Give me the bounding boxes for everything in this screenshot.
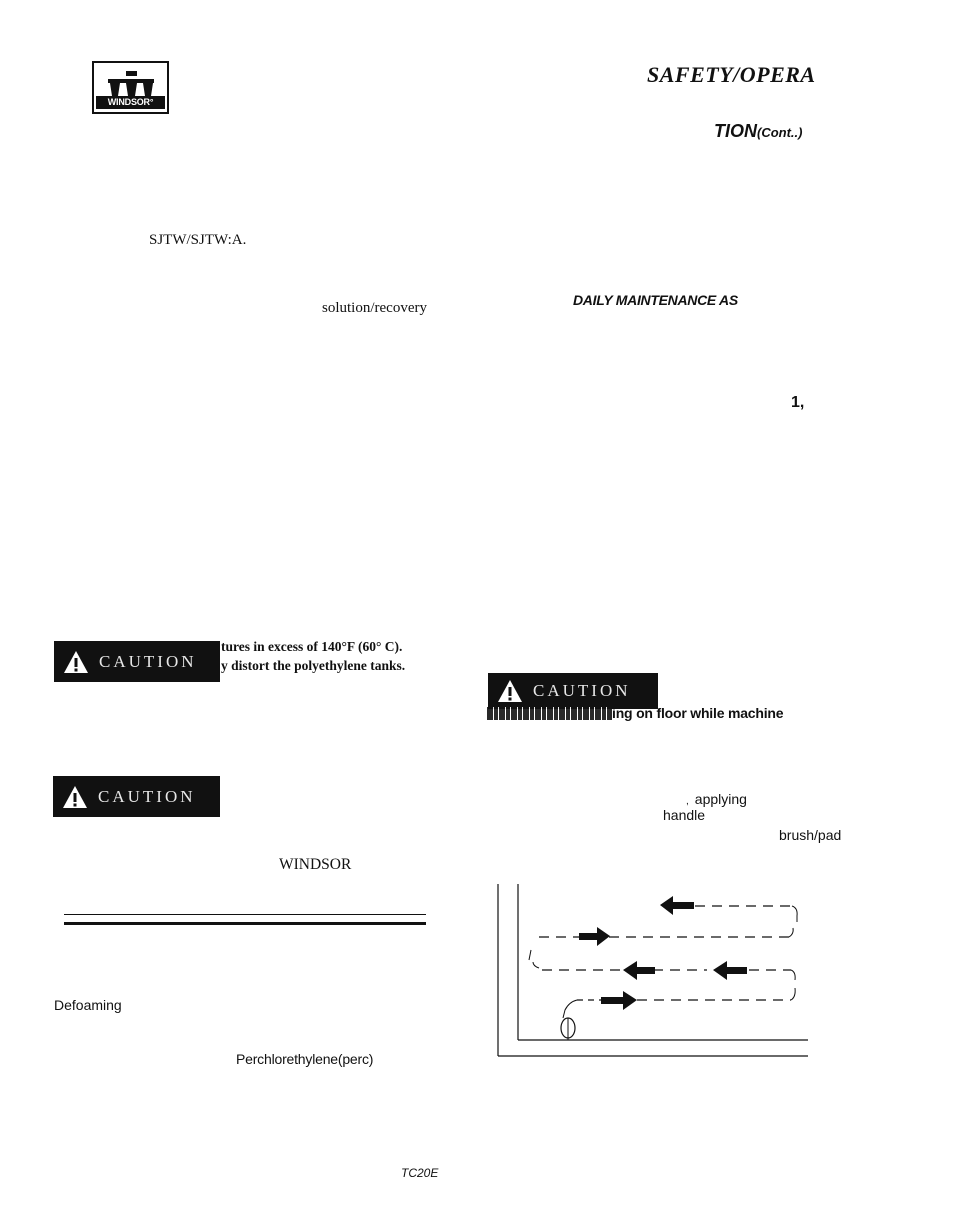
arrow-right-icon bbox=[601, 991, 637, 1010]
cord-type-text: SJTW/SJTW:A. bbox=[149, 232, 247, 248]
page-title-continuation: TION(Cont..) bbox=[714, 121, 803, 141]
step-number: 1, bbox=[791, 394, 805, 411]
caution-1-line-2: y distort the polyethylene tanks. bbox=[221, 658, 406, 673]
brand-text: WINDSOR bbox=[279, 856, 352, 873]
warning-triangle-icon bbox=[62, 785, 88, 809]
page-title: SAFETY/OPERA bbox=[647, 62, 816, 87]
perc-text: Perchlorethylene(perc) bbox=[236, 1051, 374, 1067]
arrow-left-icon bbox=[623, 961, 655, 980]
arrow-left-icon bbox=[660, 896, 694, 915]
applying-text: , applying bbox=[686, 791, 747, 807]
machine-start-icon bbox=[561, 1018, 575, 1040]
arrow-left-icon bbox=[713, 961, 747, 980]
windsor-logo-icon bbox=[104, 71, 158, 97]
caution-label: CAUTION bbox=[99, 651, 197, 671]
caution-label: CAUTION bbox=[533, 681, 631, 700]
daily-maintenance-heading: DAILY MAINTENANCE AS bbox=[573, 292, 738, 308]
obscured-text-smudge bbox=[487, 707, 612, 720]
warning-triangle-icon bbox=[63, 650, 89, 674]
caution-banner-left-lower bbox=[53, 776, 220, 817]
defoaming-text: Defoaming bbox=[54, 997, 122, 1013]
model-number: TC20E bbox=[401, 1166, 439, 1180]
caution-banner-temperature bbox=[54, 641, 220, 682]
windsor-logo bbox=[92, 61, 169, 114]
scrubbing-path-diagram bbox=[497, 884, 809, 1059]
caution-banner-brush bbox=[488, 673, 658, 709]
tank-type-text: solution/recovery bbox=[322, 300, 427, 316]
handle-text: handle bbox=[663, 807, 706, 823]
logo-wordmark: WINDSOR° bbox=[96, 96, 165, 109]
arrow-right-icon bbox=[579, 927, 610, 946]
caution-label: CAUTION bbox=[98, 786, 196, 806]
comma-mark: , bbox=[686, 796, 689, 807]
caution-1-line-1: tures in excess of 140°F (60° C). bbox=[221, 639, 403, 654]
section-divider-thin bbox=[64, 914, 426, 915]
section-divider-thick bbox=[64, 922, 426, 925]
brush-pad-text: brush/pad bbox=[779, 827, 842, 843]
caution-2-line: ing on floor while machine bbox=[612, 705, 784, 721]
warning-triangle-icon bbox=[497, 679, 523, 703]
